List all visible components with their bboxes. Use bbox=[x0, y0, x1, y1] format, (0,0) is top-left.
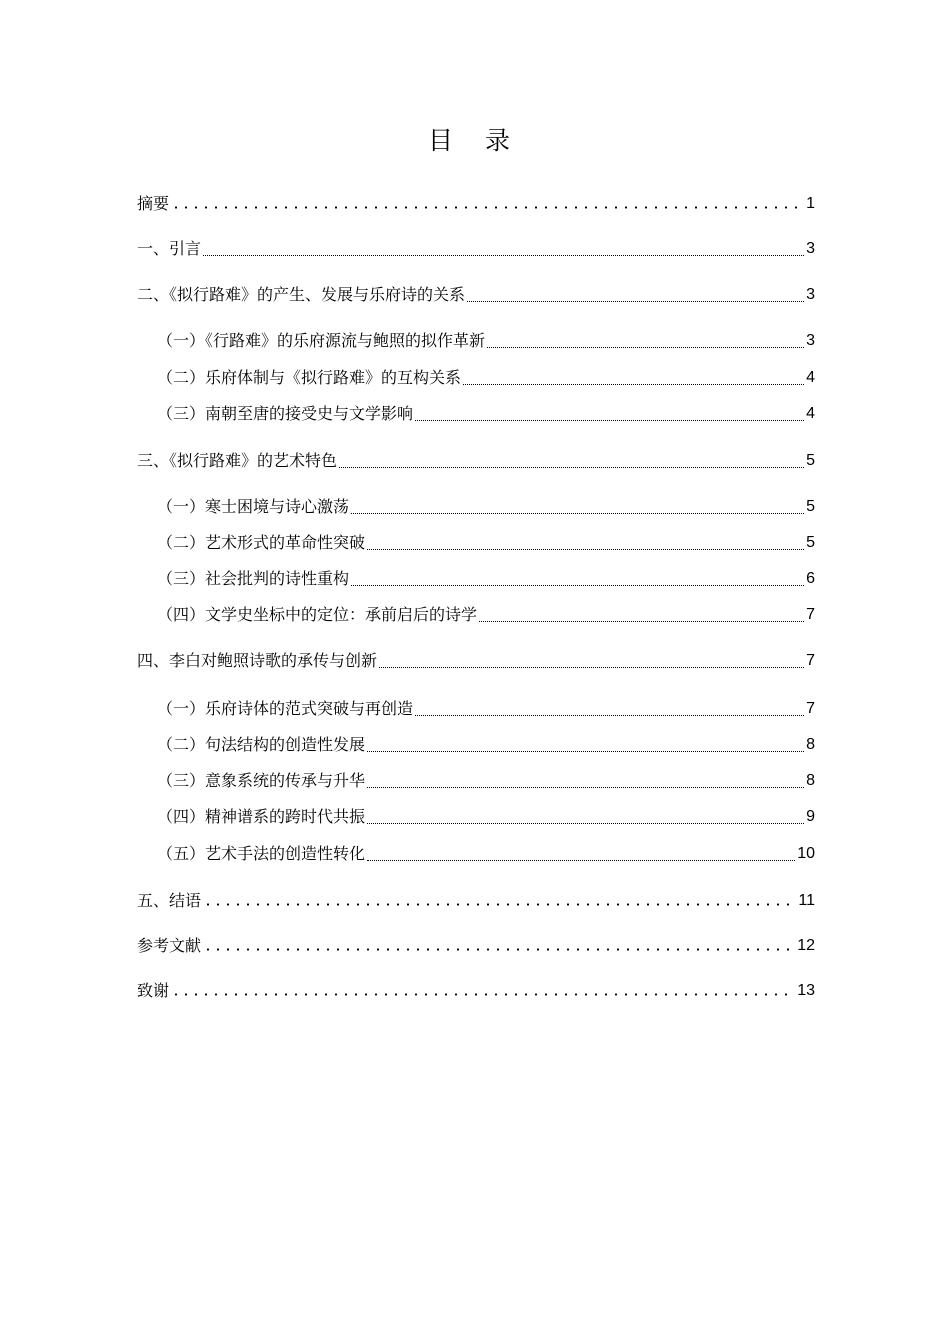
toc-entry-label: 一、引言 bbox=[137, 239, 202, 258]
toc-leader-dots bbox=[479, 607, 804, 622]
toc-leader-dots bbox=[367, 535, 804, 550]
toc-entry-label: （一）寒士困境与诗心激荡 bbox=[157, 497, 350, 516]
toc-leader-dots bbox=[171, 205, 804, 209]
toc-entry-label: （三）意象系统的传承与升华 bbox=[157, 771, 366, 790]
toc-leader-dots bbox=[203, 241, 804, 256]
toc-page-number: 8 bbox=[806, 772, 815, 789]
toc-page-number: 7 bbox=[806, 700, 815, 717]
toc-page-number: 5 bbox=[806, 498, 815, 515]
toc-page-number: 7 bbox=[806, 652, 815, 669]
toc-entry[interactable] bbox=[157, 841, 815, 865]
toc-leader-dots bbox=[203, 947, 795, 951]
toc-leader-dots bbox=[415, 701, 804, 716]
toc-entry[interactable] bbox=[157, 365, 815, 389]
toc-page-number: 5 bbox=[806, 534, 815, 551]
toc-entry[interactable] bbox=[157, 804, 815, 828]
toc-page-number: 5 bbox=[806, 452, 815, 469]
toc-leader-dots bbox=[463, 370, 804, 385]
toc-entry-label: （一）《行路难》的乐府源流与鲍照的拟作革新 bbox=[157, 331, 486, 350]
toc-entry[interactable] bbox=[137, 448, 815, 472]
toc-page-number: 11 bbox=[798, 892, 815, 909]
toc-entry-label: 参考文献 bbox=[137, 936, 202, 955]
toc-entry-label: 四、李白对鲍照诗歌的承传与创新 bbox=[137, 651, 378, 670]
toc-entry-label: （一）乐府诗体的范式突破与再创造 bbox=[157, 699, 414, 718]
toc-leader-dots bbox=[487, 333, 804, 348]
toc-leader-dots bbox=[171, 992, 795, 996]
toc-entry[interactable] bbox=[137, 648, 815, 672]
toc-entry[interactable] bbox=[157, 328, 815, 352]
toc-entry-label: 三、《拟行路难》的艺术特色 bbox=[137, 451, 338, 470]
toc-page-number: 3 bbox=[806, 240, 815, 257]
toc-leader-dots bbox=[415, 406, 804, 421]
toc-entry-label: （四）文学史坐标中的定位：承前启后的诗学 bbox=[157, 605, 478, 624]
toc-entry[interactable] bbox=[137, 236, 815, 260]
toc-entry-label: （二）艺术形式的革命性突破 bbox=[157, 533, 366, 552]
toc-entry[interactable] bbox=[137, 191, 815, 215]
toc-entry-label: 五、结语 bbox=[137, 891, 202, 910]
toc-entry-label: （三）社会批判的诗性重构 bbox=[157, 569, 350, 588]
toc-leader-dots bbox=[203, 902, 796, 906]
toc-entry[interactable] bbox=[157, 530, 815, 554]
toc-page-number: 3 bbox=[806, 332, 815, 349]
toc-entry-label: （二）句法结构的创造性发展 bbox=[157, 735, 366, 754]
toc-leader-dots bbox=[367, 737, 804, 752]
toc-entry[interactable] bbox=[157, 566, 815, 590]
toc-entry[interactable] bbox=[157, 602, 815, 626]
toc-leader-dots bbox=[351, 499, 804, 514]
toc-page-number: 3 bbox=[806, 286, 815, 303]
toc-entry[interactable] bbox=[137, 978, 815, 1002]
toc-entry[interactable] bbox=[157, 732, 815, 756]
toc-entry-label: （五）艺术手法的创造性转化 bbox=[157, 844, 366, 863]
toc-entry-label: 致谢 bbox=[137, 981, 170, 1000]
toc-page-number: 9 bbox=[806, 808, 815, 825]
toc-entry[interactable] bbox=[157, 494, 815, 518]
toc-leader-dots bbox=[379, 653, 804, 668]
toc-leader-dots bbox=[351, 571, 804, 586]
toc-leader-dots bbox=[367, 809, 804, 824]
toc-leader-dots bbox=[339, 453, 804, 468]
toc-entry[interactable] bbox=[157, 768, 815, 792]
toc-page-number: 1 bbox=[806, 195, 815, 212]
toc-entry[interactable] bbox=[137, 933, 815, 957]
toc-page-number: 10 bbox=[797, 845, 815, 862]
toc-page-number: 7 bbox=[806, 606, 815, 623]
toc-entry-label: 二、《拟行路难》的产生、发展与乐府诗的关系 bbox=[137, 285, 466, 304]
toc-entry[interactable] bbox=[137, 888, 815, 912]
toc-page-number: 12 bbox=[797, 937, 815, 954]
toc-title: 目 录 bbox=[428, 126, 522, 155]
toc-page-number: 4 bbox=[806, 369, 815, 386]
toc-entry-label: （三）南朝至唐的接受史与文学影响 bbox=[157, 404, 414, 423]
toc-entry-label: （四）精神谱系的跨时代共振 bbox=[157, 807, 366, 826]
toc-entry[interactable] bbox=[157, 696, 815, 720]
toc-entry[interactable] bbox=[157, 401, 815, 425]
toc-entry[interactable] bbox=[137, 282, 815, 306]
toc-page-number: 4 bbox=[806, 405, 815, 422]
toc-page-number: 13 bbox=[797, 982, 815, 999]
toc-entry-label: （二）乐府体制与《拟行路难》的互构关系 bbox=[157, 368, 462, 387]
toc-entry-label: 摘要 bbox=[137, 194, 170, 213]
toc-leader-dots bbox=[367, 773, 804, 788]
toc-page-number: 6 bbox=[806, 570, 815, 587]
toc-leader-dots bbox=[467, 287, 804, 302]
toc-page-number: 8 bbox=[806, 736, 815, 753]
toc-leader-dots bbox=[367, 846, 795, 861]
